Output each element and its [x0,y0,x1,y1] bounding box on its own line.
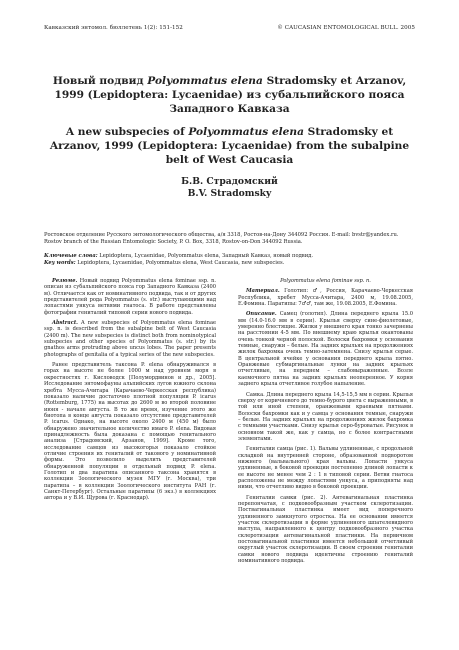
title-en-species: Polyommatus elena [188,126,304,138]
male-genitalia-paragraph: Гениталии самца (рис. 1). Вальвы удлиненные, с продольной складкой на внутренней стороне, образованной подворотом нижнего (вальвального) края вальвы. Лопасти ункуса удлиненные, в боковой проекции постепенно длиной лопасти к ее высоте не менее чем 2 : 1 в типовой серии. Ветви гнатоса расположены не между лопастями ункуса, а приподняты над ними, что отчетливо видно в боковой проекции. [238,446,413,491]
keywords [44,253,415,267]
author-ru: Б.В. Страдомский [181,176,278,187]
description-paragraph [238,311,413,387]
abstract-text: A new subspecies of Polyommatus elena fominae ssp. n. is described from the subalpine belt of West Caucasia (2400 m). The new subspecies is distinct both from nominotypical subspecies and other species of Polyommatus (s. str.) by its gnathos arms protruding above uncus lobes. The paper presents photographs of genitalia of a typical series of the new subspecies. [44,320,216,358]
title-russian [44,74,415,116]
female-genitalia-paragraph: Гениталии самки (рис. 2). Антевагинальная пластинка перепончатая, с подковообразным участком склеротизации. Поствагинальная пластинка имеет вид поперечного удлиненного замкнутого отростка. На ее основании имеется участок склеротизации в форме удлиненного шпателевидного выступа, направленного к центру подковообразного участка склеротизации антевагинальной пластинки. На первичном постовагинальной пластинки имеется небольшой отчетливый округлый участок склеротизации. В своем строении гениталии самки нового подвида идентичны строению гениталий номинативного подвида. [238,494,413,565]
right-column [238,278,413,568]
description-text: Самец (голотип). Длина переднего крыла 15.0 мм (14.0-16.0 мм в серии). Крылья сверху сине-фиолетовые, умеренно блестящие. Жилки у внешнего края тонко зачернены на расстоянии 4-5 мм. По внешнему краю крылья окантованы очень тонкой черной полоской. Волоски бахромки у основания темные, снаружи – белые. На задних крыльях на продолжениях жилок бахромка очень темно-затемнена. Снизу крылья серые. В центральной ячейке у основания переднего крыла пятно. Оранжевые субмаргинальные лунки на задних крыльях отчетливые, на переднем – слабовыраженные. Возле каемочного пятна на задних крыльях неоперенное. У корня заднего крыла отчетливое голубое напыление. [238,311,413,388]
running-head-right: © CAUCASIAN ENTOMOLOGICAL BULL. 2005 [277,25,415,31]
female-paragraph: Самка. Длина переднего крыла 14,5-15,5 мм в серии. Крылья сверху от коричневого до темно-бурого цвета с выраженными, в той или иной степени, оранжевыми краевыми пятнами. Волоски бахромки как и у самца у основания темные, снаружи – белые. На задних крыльях на продолжениях жилок бахромка с темными участками. Снизу крылья серо-буроватые. Рисунок в основном такой же, как у самца, но с более контрастными элементами. [238,391,413,442]
material-label: Материал. [246,288,280,295]
authors [44,176,415,200]
intro-paragraph: Ранее представитель таксона P. elena обнаруживался в горах на высоте не более 1000 м над уровнем моря в окрестностях г. Кисловодск [Полумордвинов и др., 2005]. Исследование энтомофауны альпийских лугов южного склона хребта Мусса-Ачитара (Карачаево-Черкесская республика) показало наличие достаточно плотной популяции P. icarus (Rottemburg, 1775) на высотах до 2600 м во второй половине июня - начале августа. В то же время, изучение этого же биотопа в конце августа показало отсутствие представителей P. icarus. Однако, на высоте около 2400 м (450 м) было обнаружено значительное количество имаго P. elena. Видовая принадлежность была доказана с помощью генитального анализа [Страдомский, Арзанов, 1999]. Кроме того, исследование самцов из высокогорья показало стойкое отличие строения их гениталий от такового у номинативной формы. Это позволило выделить представителей обнаруженной популяции в отдельный подвид P. elena. Голотип и два паратипа описанного таксона хранятся в коллекции Зоологического музея МГУ (г. Москва), три паратипа – в коллекции Зоологического института РАН (г. Санкт-Петербург). Остальные паратипы (6 экз.) в коллекциях автора и у В.И. Щурова (г. Краснодар). [44,362,216,502]
material-paragraph [238,288,413,307]
material-text: Голотип: ♂, Россия, Карачаево-Черкесская Республика, хребет Мусса-Ачитара, 2400 м, 19.08.2005, Е.Фомина. Паратипы: 7♂♂, там же, 19.08.2005, Е.Фомина. [238,288,413,308]
keywords-ru-label: Ключевые слова: [44,253,98,259]
title-ru-rest: Stradomsky et Arzanov, 1999 (Lepidoptera: Lycaenidae) из субальпийского пояса Западного Кавказа [54,75,407,115]
title-ru-species: Polyommatus elena [147,75,263,87]
affiliation-ru: Ростовское отделение Русского энтомологического общества, а/я 3318, Ростов-на-Дону 344092 Россия. E-mail: bvstr@yandex.ru. [44,232,399,238]
description-label: Описание. [246,311,277,318]
keywords-en-text: Lepidoptera, Lycaenidae, Polyommatus elena, West Caucasia, new subspecies. [75,260,285,266]
title-en-prefix: A new subspecies of [65,126,189,138]
title-en-rest: Stradomsky et Arzanov, 1999 (Lepidoptera: Lycaenidae) from the subalpine belt of West Caucasia [49,126,410,166]
keywords-en-label: Key words: [44,260,76,266]
title-english [44,125,415,167]
keywords-ru-text: Lepidoptera, Lycaenidae, Polyommatus elena, Западный Кавказ, новый подвид. [97,253,313,259]
species-heading: Polyommatus elena fominae ssp. n. [280,278,371,284]
keywords-ru [44,253,415,260]
affiliation-en: Rostov branch of the Russian Entomologic Society, P. O. Box, 3318, Rostov-on-Don 344092 Russia. [44,239,303,245]
left-column [44,278,216,506]
running-head [44,25,415,31]
affiliation [44,232,415,246]
title-ru-prefix: Новый подвид [52,75,148,87]
abstract-paragraph [44,320,216,358]
author-en: B.V. Stradomsky [187,188,272,199]
running-head-left: Кавказский энтомол. бюллетень 1(2): 151-152 [44,25,183,31]
resume-text: Новый подвид Polyommatus elena fominae ssp. n. описан из субальпийского пояса гор Западного Кавказа (2400 м). Отличается как от номинативного подвида, так и от других представителей рода Polyommatus (s. str.) выступающими над лопастями ункуса ветвями гнатоса. В работе представлены фотографии гениталий типовой серии нового подвида. [44,278,216,316]
resume-paragraph [44,278,216,316]
keywords-en [44,260,415,267]
resume-label: Резюме. [52,278,78,284]
title-block [44,74,415,200]
abstract-label: Abstract. [52,320,78,327]
